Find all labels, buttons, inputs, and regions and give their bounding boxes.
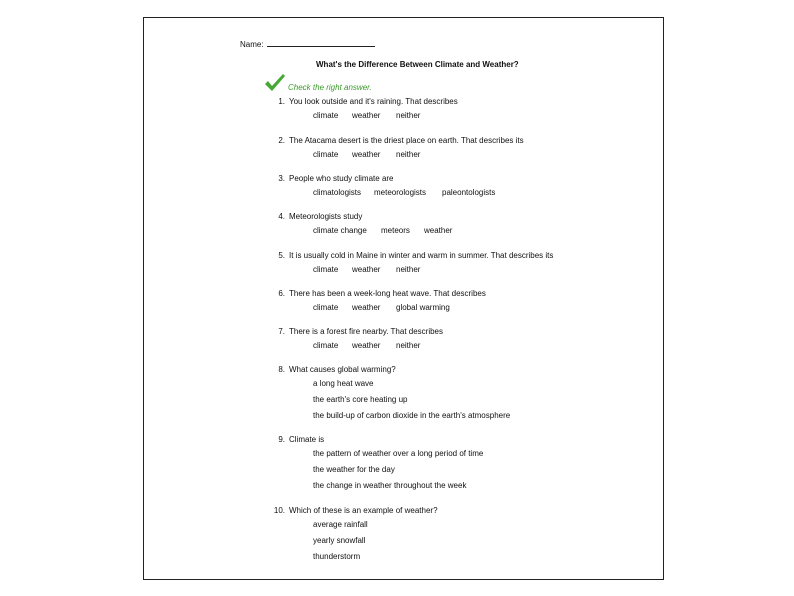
answer-option[interactable]: climate xyxy=(313,303,339,312)
answer-option[interactable]: climate xyxy=(313,341,339,350)
worksheet-page xyxy=(143,17,664,580)
name-field-line xyxy=(240,38,375,49)
answer-option[interactable]: climate change xyxy=(313,226,367,235)
answer-option[interactable]: weather xyxy=(424,226,453,235)
answer-option[interactable]: meteorologists xyxy=(374,188,427,197)
question-text: People who study climate are xyxy=(289,174,394,183)
question-text: It is usually cold in Maine in winter and warm in summer. That describes its xyxy=(289,251,554,260)
answer-option[interactable]: weather xyxy=(352,111,381,120)
answer-option[interactable]: climatologists xyxy=(313,188,362,197)
question-text: Which of these is an example of weather? xyxy=(289,506,438,515)
instruction-text: Check the right answer. xyxy=(288,83,372,92)
answer-option[interactable]: weather xyxy=(352,265,381,274)
answer-option[interactable]: neither xyxy=(396,150,421,159)
answer-option[interactable]: climate xyxy=(313,150,339,159)
answer-option[interactable]: meteors xyxy=(381,226,410,235)
answer-option[interactable]: thunderstorm xyxy=(313,552,361,561)
answer-option[interactable]: neither xyxy=(396,341,421,350)
answer-option[interactable]: the change in weather throughout the week xyxy=(313,481,467,490)
question-text: The Atacama desert is the driest place on earth. That describes its xyxy=(289,136,524,145)
question-text: You look outside and it's raining. That describes xyxy=(289,97,458,106)
name-label: Name: xyxy=(240,40,264,49)
question-text: There has been a week-long heat wave. That describes xyxy=(289,289,486,298)
answer-option[interactable]: the build-up of carbon dioxide in the earth's atmosphere xyxy=(313,411,511,420)
question-number: 6. xyxy=(278,289,285,298)
answer-option[interactable]: weather xyxy=(352,150,381,159)
question-text: Climate is xyxy=(289,435,325,444)
question-number: 7. xyxy=(278,327,285,336)
question-number: 8. xyxy=(278,365,285,374)
answer-option[interactable]: the weather for the day xyxy=(313,465,395,474)
answer-option[interactable]: global warming xyxy=(396,303,450,312)
question-text: Meteorologists study xyxy=(289,212,363,221)
question-number: 2. xyxy=(278,136,285,145)
answer-option[interactable]: neither xyxy=(396,111,421,120)
question-text: What causes global warming? xyxy=(289,365,396,374)
question-number: 3. xyxy=(278,174,285,183)
answer-option[interactable]: the earth's core heating up xyxy=(313,395,408,404)
name-blank[interactable] xyxy=(267,38,375,47)
answer-option[interactable]: climate xyxy=(313,265,339,274)
checkmark-icon xyxy=(264,73,286,93)
answer-option[interactable]: weather xyxy=(352,303,381,312)
question-number: 10. xyxy=(273,506,285,515)
answer-option[interactable]: paleontologists xyxy=(442,188,496,197)
answer-option[interactable]: climate xyxy=(313,111,339,120)
worksheet-title: What's the Difference Between Climate and Weather? xyxy=(316,60,519,69)
answer-option[interactable]: a long heat wave xyxy=(313,379,374,388)
question-number: 4. xyxy=(278,212,285,221)
question-number: 5. xyxy=(278,251,285,260)
answer-option[interactable]: neither xyxy=(396,265,421,274)
question-text: There is a forest fire nearby. That describes xyxy=(289,327,443,336)
answer-option[interactable]: weather xyxy=(352,341,381,350)
answer-option[interactable]: the pattern of weather over a long period of time xyxy=(313,449,484,458)
question-number: 9. xyxy=(278,435,285,444)
answer-option[interactable]: average rainfall xyxy=(313,520,368,529)
question-number: 1. xyxy=(278,97,285,106)
answer-option[interactable]: yearly snowfall xyxy=(313,536,366,545)
